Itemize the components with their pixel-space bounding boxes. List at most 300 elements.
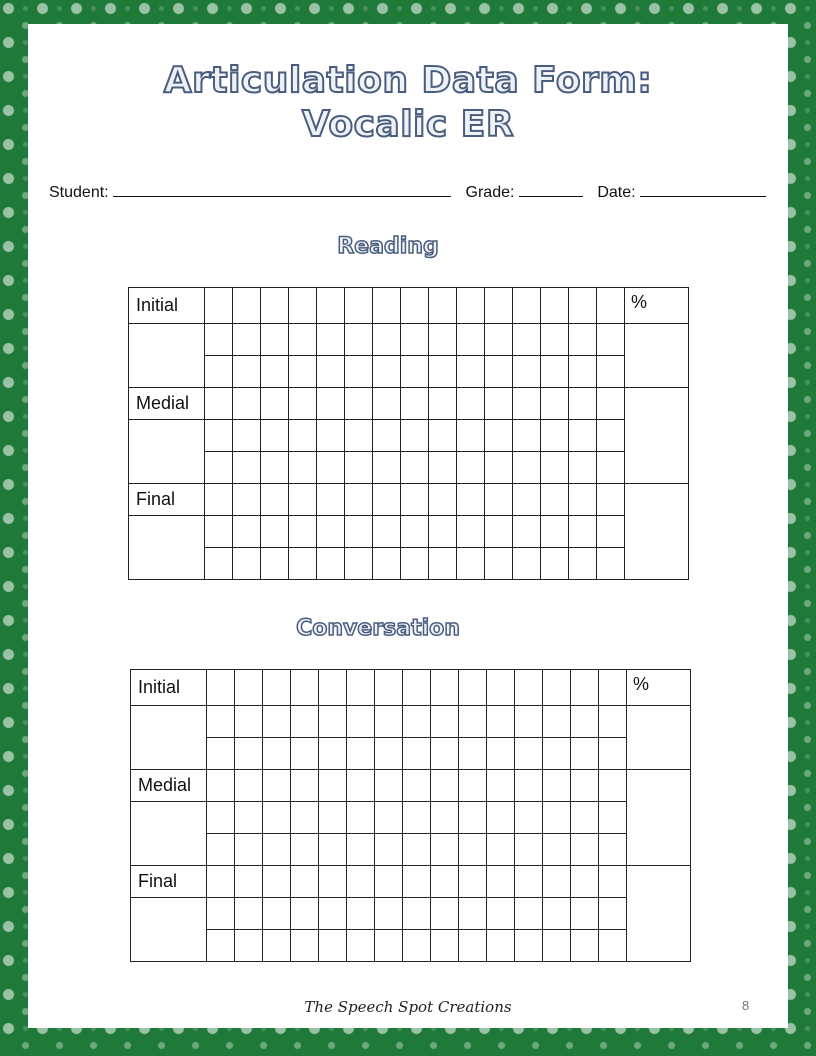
trial-cell[interactable] <box>263 738 291 770</box>
trial-cell[interactable] <box>345 548 373 580</box>
trial-cell[interactable] <box>515 770 543 802</box>
trial-cell[interactable] <box>205 288 233 324</box>
trial-cell[interactable] <box>261 356 289 388</box>
trial-cell[interactable] <box>403 898 431 930</box>
trial-cell[interactable] <box>571 738 599 770</box>
trial-cell[interactable] <box>515 834 543 866</box>
trial-cell[interactable] <box>263 706 291 738</box>
grade-field[interactable] <box>519 182 583 197</box>
grade-label: Grade: <box>465 184 515 201</box>
trial-cell[interactable] <box>485 420 513 452</box>
trial-cell[interactable] <box>429 452 457 484</box>
trial-cell[interactable] <box>263 670 291 706</box>
trial-cell[interactable] <box>401 324 429 356</box>
trial-cell[interactable] <box>233 324 261 356</box>
trial-cell[interactable] <box>457 516 485 548</box>
date-field[interactable] <box>640 182 766 197</box>
trial-cell[interactable] <box>235 670 263 706</box>
trial-cell[interactable] <box>289 548 317 580</box>
form-subtitle: Vocalic ER <box>301 104 515 145</box>
trial-cell[interactable] <box>599 866 627 898</box>
trial-cell[interactable] <box>431 898 459 930</box>
trial-cell[interactable] <box>597 420 625 452</box>
trial-cell[interactable] <box>515 706 543 738</box>
trial-cell[interactable] <box>541 288 569 324</box>
trial-cell[interactable] <box>485 548 513 580</box>
trial-cell[interactable] <box>291 706 319 738</box>
trial-cell[interactable] <box>235 866 263 898</box>
trial-cell[interactable] <box>431 866 459 898</box>
trial-cell[interactable] <box>429 516 457 548</box>
trial-cell[interactable] <box>431 670 459 706</box>
trial-cell[interactable] <box>541 548 569 580</box>
grid-row <box>131 930 691 962</box>
row-label-final: Final <box>129 484 205 516</box>
trial-cell[interactable] <box>205 452 233 484</box>
trial-cell[interactable] <box>403 802 431 834</box>
trial-cell[interactable] <box>375 670 403 706</box>
percent-cell[interactable] <box>625 484 689 580</box>
grid-row <box>131 834 691 866</box>
trial-cell[interactable] <box>457 356 485 388</box>
trial-cell[interactable] <box>513 356 541 388</box>
trial-cell[interactable] <box>207 706 235 738</box>
trial-cell[interactable] <box>373 516 401 548</box>
trial-cell[interactable] <box>513 516 541 548</box>
trial-cell[interactable] <box>569 516 597 548</box>
trial-cell[interactable] <box>235 930 263 962</box>
trial-cell[interactable] <box>485 288 513 324</box>
trial-cell[interactable] <box>597 388 625 420</box>
trial-cell[interactable] <box>345 516 373 548</box>
trial-cell[interactable] <box>375 866 403 898</box>
trial-cell[interactable] <box>373 356 401 388</box>
trial-cell[interactable] <box>515 866 543 898</box>
trial-cell[interactable] <box>485 356 513 388</box>
trial-cell[interactable] <box>431 930 459 962</box>
trial-cell[interactable] <box>263 770 291 802</box>
trial-cell[interactable] <box>457 324 485 356</box>
trial-cell[interactable] <box>207 898 235 930</box>
trial-cell[interactable] <box>515 670 543 706</box>
trial-cell[interactable] <box>541 420 569 452</box>
trial-cell[interactable] <box>235 834 263 866</box>
trial-cell[interactable] <box>459 706 487 738</box>
trial-cell[interactable] <box>515 930 543 962</box>
trial-cell[interactable] <box>515 802 543 834</box>
trial-cell[interactable] <box>291 770 319 802</box>
trial-cell[interactable] <box>457 388 485 420</box>
trial-cell[interactable] <box>571 706 599 738</box>
trial-cell[interactable] <box>345 356 373 388</box>
trial-cell[interactable] <box>373 484 401 516</box>
trial-cell[interactable] <box>571 930 599 962</box>
conversation-data-grid <box>130 669 691 962</box>
trial-cell[interactable] <box>403 866 431 898</box>
row-label-spacer <box>129 420 205 484</box>
row-label-medial: Medial <box>129 388 205 420</box>
trial-cell[interactable] <box>571 802 599 834</box>
trial-cell[interactable] <box>515 738 543 770</box>
grid-row <box>131 670 691 706</box>
trial-cell[interactable] <box>513 288 541 324</box>
trial-cell[interactable] <box>205 388 233 420</box>
trial-cell[interactable] <box>263 866 291 898</box>
trial-cell[interactable] <box>233 356 261 388</box>
grid-row <box>131 738 691 770</box>
trial-cell[interactable] <box>205 420 233 452</box>
trial-cell[interactable] <box>403 670 431 706</box>
trial-cell[interactable] <box>347 930 375 962</box>
trial-cell[interactable] <box>403 738 431 770</box>
trial-cell[interactable] <box>319 738 347 770</box>
trial-cell[interactable] <box>261 388 289 420</box>
trial-cell[interactable] <box>569 324 597 356</box>
trial-cell[interactable] <box>373 324 401 356</box>
trial-cell[interactable] <box>487 866 515 898</box>
trial-cell[interactable] <box>347 770 375 802</box>
student-name-field[interactable] <box>113 182 451 197</box>
trial-cell[interactable] <box>513 452 541 484</box>
trial-cell[interactable] <box>345 420 373 452</box>
trial-cell[interactable] <box>317 288 345 324</box>
trial-cell[interactable] <box>233 548 261 580</box>
trial-cell[interactable] <box>429 388 457 420</box>
trial-cell[interactable] <box>543 770 571 802</box>
trial-cell[interactable] <box>431 834 459 866</box>
trial-cell[interactable] <box>513 324 541 356</box>
trial-cell[interactable] <box>401 388 429 420</box>
trial-cell[interactable] <box>373 452 401 484</box>
grid-row <box>129 288 689 324</box>
trial-cell[interactable] <box>235 770 263 802</box>
trial-cell[interactable] <box>347 738 375 770</box>
trial-cell[interactable] <box>597 516 625 548</box>
row-label-spacer <box>131 802 207 866</box>
trial-cell[interactable] <box>261 452 289 484</box>
trial-cell[interactable] <box>289 420 317 452</box>
trial-cell[interactable] <box>459 670 487 706</box>
trial-cell[interactable] <box>289 356 317 388</box>
trial-cell[interactable] <box>261 516 289 548</box>
trial-cell[interactable] <box>459 770 487 802</box>
trial-cell[interactable] <box>543 898 571 930</box>
row-label-spacer <box>131 706 207 770</box>
trial-cell[interactable] <box>569 288 597 324</box>
percent-header-cell: % <box>627 670 691 706</box>
trial-cell[interactable] <box>543 670 571 706</box>
percent-cell[interactable] <box>627 866 691 962</box>
trial-cell[interactable] <box>571 866 599 898</box>
trial-cell[interactable] <box>233 452 261 484</box>
trial-cell[interactable] <box>291 866 319 898</box>
trial-cell[interactable] <box>235 738 263 770</box>
trial-cell[interactable] <box>487 738 515 770</box>
trial-cell[interactable] <box>487 706 515 738</box>
trial-cell[interactable] <box>263 802 291 834</box>
trial-cell[interactable] <box>205 324 233 356</box>
percent-cell[interactable] <box>627 770 691 866</box>
grid-row <box>131 898 691 930</box>
trial-cell[interactable] <box>345 452 373 484</box>
trial-cell[interactable] <box>401 548 429 580</box>
grid-row <box>129 516 689 548</box>
trial-cell[interactable] <box>375 738 403 770</box>
trial-cell[interactable] <box>457 288 485 324</box>
trial-cell[interactable] <box>401 288 429 324</box>
trial-cell[interactable] <box>459 738 487 770</box>
trial-cell[interactable] <box>317 324 345 356</box>
trial-cell[interactable] <box>317 484 345 516</box>
trial-cell[interactable] <box>597 484 625 516</box>
trial-cell[interactable] <box>263 930 291 962</box>
trial-cell[interactable] <box>457 452 485 484</box>
trial-cell[interactable] <box>291 670 319 706</box>
trial-cell[interactable] <box>317 388 345 420</box>
trial-cell[interactable] <box>543 834 571 866</box>
trial-cell[interactable] <box>485 388 513 420</box>
grid-row <box>131 770 691 802</box>
percent-header-cell: % <box>625 288 689 324</box>
trial-cell[interactable] <box>459 802 487 834</box>
trial-cell[interactable] <box>261 420 289 452</box>
trial-cell[interactable] <box>569 388 597 420</box>
trial-cell[interactable] <box>403 834 431 866</box>
trial-cell[interactable] <box>289 324 317 356</box>
trial-cell[interactable] <box>541 324 569 356</box>
trial-cell[interactable] <box>431 738 459 770</box>
trial-cell[interactable] <box>401 420 429 452</box>
trial-cell[interactable] <box>291 930 319 962</box>
trial-cell[interactable] <box>571 898 599 930</box>
trial-cell[interactable] <box>261 288 289 324</box>
trial-cell[interactable] <box>401 356 429 388</box>
trial-cell[interactable] <box>317 420 345 452</box>
trial-cell[interactable] <box>459 930 487 962</box>
trial-cell[interactable] <box>487 930 515 962</box>
trial-cell[interactable] <box>233 516 261 548</box>
trial-cell[interactable] <box>207 770 235 802</box>
trial-cell[interactable] <box>373 548 401 580</box>
trial-cell[interactable] <box>431 706 459 738</box>
trial-cell[interactable] <box>403 930 431 962</box>
trial-cell[interactable] <box>543 738 571 770</box>
trial-cell[interactable] <box>597 548 625 580</box>
trial-cell[interactable] <box>485 484 513 516</box>
trial-cell[interactable] <box>373 288 401 324</box>
trial-cell[interactable] <box>347 834 375 866</box>
trial-cell[interactable] <box>375 898 403 930</box>
trial-cell[interactable] <box>207 738 235 770</box>
trial-cell[interactable] <box>291 738 319 770</box>
trial-cell[interactable] <box>487 898 515 930</box>
trial-cell[interactable] <box>207 930 235 962</box>
trial-cell[interactable] <box>543 802 571 834</box>
trial-cell[interactable] <box>459 898 487 930</box>
trial-cell[interactable] <box>599 706 627 738</box>
trial-cell[interactable] <box>233 288 261 324</box>
trial-cell[interactable] <box>205 516 233 548</box>
trial-cell[interactable] <box>431 770 459 802</box>
trial-cell[interactable] <box>487 670 515 706</box>
trial-cell[interactable] <box>235 802 263 834</box>
trial-cell[interactable] <box>263 898 291 930</box>
trial-cell[interactable] <box>569 548 597 580</box>
trial-cell[interactable] <box>205 484 233 516</box>
trial-cell[interactable] <box>375 770 403 802</box>
trial-cell[interactable] <box>487 770 515 802</box>
trial-cell[interactable] <box>401 484 429 516</box>
row-label-initial: Initial <box>129 288 205 324</box>
trial-cell[interactable] <box>319 770 347 802</box>
trial-cell[interactable] <box>543 706 571 738</box>
trial-cell[interactable] <box>207 802 235 834</box>
trial-cell[interactable] <box>291 834 319 866</box>
trial-cell[interactable] <box>347 802 375 834</box>
trial-cell[interactable] <box>207 670 235 706</box>
trial-cell[interactable] <box>319 866 347 898</box>
trial-cell[interactable] <box>599 834 627 866</box>
trial-cell[interactable] <box>571 670 599 706</box>
trial-cell[interactable] <box>319 706 347 738</box>
trial-cell[interactable] <box>487 834 515 866</box>
trial-cell[interactable] <box>289 484 317 516</box>
trial-cell[interactable] <box>319 834 347 866</box>
trial-cell[interactable] <box>569 484 597 516</box>
trial-cell[interactable] <box>513 388 541 420</box>
percent-cell[interactable] <box>627 706 691 770</box>
trial-cell[interactable] <box>429 484 457 516</box>
trial-cell[interactable] <box>571 834 599 866</box>
trial-cell[interactable] <box>541 484 569 516</box>
trial-cell[interactable] <box>207 834 235 866</box>
trial-cell[interactable] <box>597 288 625 324</box>
trial-cell[interactable] <box>485 452 513 484</box>
trial-cell[interactable] <box>319 930 347 962</box>
trial-cell[interactable] <box>375 802 403 834</box>
trial-cell[interactable] <box>345 288 373 324</box>
trial-cell[interactable] <box>373 388 401 420</box>
trial-cell[interactable] <box>513 548 541 580</box>
grid-row <box>129 484 689 516</box>
trial-cell[interactable] <box>487 802 515 834</box>
trial-cell[interactable] <box>513 420 541 452</box>
trial-cell[interactable] <box>375 930 403 962</box>
trial-cell[interactable] <box>235 706 263 738</box>
trial-cell[interactable] <box>599 670 627 706</box>
reading-section-heading: Reading <box>337 234 439 259</box>
trial-cell[interactable] <box>233 484 261 516</box>
trial-cell[interactable] <box>291 802 319 834</box>
trial-cell[interactable] <box>261 324 289 356</box>
trial-cell[interactable] <box>401 452 429 484</box>
trial-cell[interactable] <box>597 356 625 388</box>
trial-cell[interactable] <box>289 452 317 484</box>
trial-cell[interactable] <box>599 802 627 834</box>
trial-cell[interactable] <box>233 420 261 452</box>
trial-cell[interactable] <box>515 898 543 930</box>
trial-cell[interactable] <box>599 898 627 930</box>
trial-cell[interactable] <box>319 802 347 834</box>
trial-cell[interactable] <box>599 930 627 962</box>
trial-cell[interactable] <box>345 388 373 420</box>
trial-cell[interactable] <box>235 898 263 930</box>
trial-cell[interactable] <box>457 484 485 516</box>
trial-cell[interactable] <box>403 770 431 802</box>
trial-cell[interactable] <box>289 388 317 420</box>
trial-cell[interactable] <box>373 420 401 452</box>
trial-cell[interactable] <box>541 356 569 388</box>
trial-cell[interactable] <box>261 484 289 516</box>
trial-cell[interactable] <box>233 388 261 420</box>
trial-cell[interactable] <box>431 802 459 834</box>
trial-cell[interactable] <box>261 548 289 580</box>
trial-cell[interactable] <box>317 452 345 484</box>
trial-cell[interactable] <box>599 770 627 802</box>
trial-cell[interactable] <box>207 866 235 898</box>
trial-cell[interactable] <box>429 548 457 580</box>
trial-cell[interactable] <box>429 420 457 452</box>
trial-cell[interactable] <box>541 516 569 548</box>
trial-cell[interactable] <box>347 866 375 898</box>
trial-cell[interactable] <box>403 706 431 738</box>
trial-cell[interactable] <box>597 452 625 484</box>
trial-cell[interactable] <box>347 898 375 930</box>
trial-cell[interactable] <box>401 516 429 548</box>
trial-cell[interactable] <box>317 548 345 580</box>
trial-cell[interactable] <box>375 706 403 738</box>
trial-cell[interactable] <box>571 770 599 802</box>
trial-cell[interactable] <box>291 898 319 930</box>
trial-cell[interactable] <box>569 420 597 452</box>
trial-cell[interactable] <box>543 930 571 962</box>
trial-cell[interactable] <box>289 288 317 324</box>
trial-cell[interactable] <box>429 356 457 388</box>
trial-cell[interactable] <box>599 738 627 770</box>
trial-cell[interactable] <box>347 706 375 738</box>
trial-cell[interactable] <box>429 288 457 324</box>
trial-cell[interactable] <box>485 516 513 548</box>
trial-cell[interactable] <box>459 866 487 898</box>
trial-cell[interactable] <box>485 324 513 356</box>
percent-cell[interactable] <box>625 324 689 388</box>
trial-cell[interactable] <box>457 548 485 580</box>
percent-cell[interactable] <box>625 388 689 484</box>
trial-cell[interactable] <box>457 420 485 452</box>
trial-cell[interactable] <box>513 484 541 516</box>
trial-cell[interactable] <box>347 670 375 706</box>
trial-cell[interactable] <box>597 324 625 356</box>
trial-cell[interactable] <box>319 898 347 930</box>
trial-cell[interactable] <box>541 388 569 420</box>
trial-cell[interactable] <box>541 452 569 484</box>
trial-cell[interactable] <box>543 866 571 898</box>
trial-cell[interactable] <box>345 484 373 516</box>
trial-cell[interactable] <box>317 356 345 388</box>
trial-cell[interactable] <box>205 356 233 388</box>
trial-cell[interactable] <box>263 834 291 866</box>
trial-cell[interactable] <box>569 452 597 484</box>
trial-cell[interactable] <box>205 548 233 580</box>
trial-cell[interactable] <box>319 670 347 706</box>
trial-cell[interactable] <box>375 834 403 866</box>
trial-cell[interactable] <box>459 834 487 866</box>
trial-cell[interactable] <box>345 324 373 356</box>
trial-cell[interactable] <box>569 356 597 388</box>
trial-cell[interactable] <box>317 516 345 548</box>
trial-cell[interactable] <box>429 324 457 356</box>
trial-cell[interactable] <box>289 516 317 548</box>
